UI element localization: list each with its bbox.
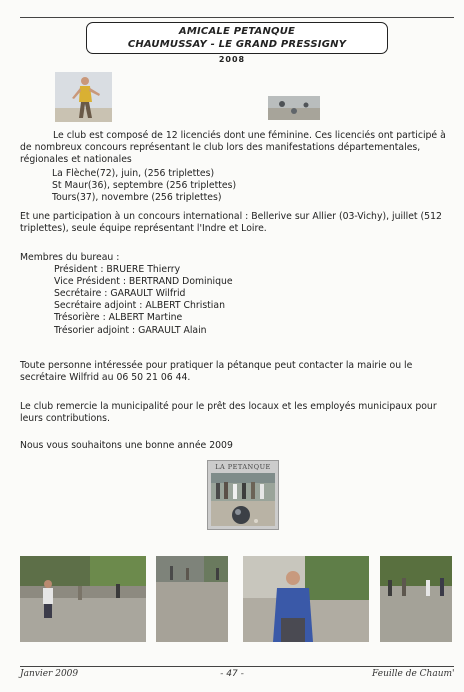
international-text: Et une participation à un concours international : Bellerive sur Allier (03-Vichy), juillet (512 triplettes), seule équipe représentant l'Indre et Loire.: [20, 211, 442, 235]
title-line-1: AMICALE PETANQUE: [178, 26, 296, 37]
bureau-member: Président : BRUERE Thierry: [54, 264, 181, 276]
photo-strip-4: [380, 556, 452, 642]
logo-title: LA PETANQUE: [215, 463, 271, 471]
logo-image: [208, 461, 278, 529]
year-badge: 2008: [218, 55, 246, 64]
photo-player: [55, 72, 112, 122]
international-paragraph: [20, 211, 454, 235]
bureau-section: [20, 252, 454, 337]
petanque-logo: [207, 460, 279, 530]
contest-item: St Maur(36), septembre (256 triplettes): [52, 180, 237, 192]
footer-date: Janvier 2009: [20, 669, 79, 679]
contact-text: Toute personne intéressée pour pratiquer la pétanque peut contacter la mairie ou le secrétaire Wilfrid au 06 50 21 06 44.: [20, 360, 413, 384]
header-rule: [20, 17, 454, 18]
photo-strip-3: [243, 556, 369, 642]
photo-boules: [268, 96, 320, 120]
contest-item: La Flèche(72), juin, (256 triplettes): [52, 168, 215, 179]
title-box: [86, 22, 388, 54]
photo-strip-2: [156, 556, 228, 642]
intro-paragraph: [20, 130, 454, 166]
bureau-title: Membres du bureau :: [20, 252, 120, 263]
thanks-paragraph: [20, 401, 454, 425]
bureau-member: Secrétaire : GARAULT Wilfrid: [54, 288, 186, 300]
bureau-member: Secrétaire adjoint : ALBERT Christian: [54, 300, 225, 312]
bureau-member: Vice Président : BERTRAND Dominique: [54, 276, 233, 288]
wishes-paragraph: [20, 440, 454, 452]
contact-paragraph: [20, 360, 454, 384]
footer-rule: [20, 666, 454, 667]
thanks-text: Le club remercie la municipalité pour le prêt des locaux et les employés municipaux pour leurs contributions.: [20, 401, 437, 425]
footer-publication: Feuille de Chaum': [372, 669, 455, 679]
page-number: - 47 -: [220, 669, 244, 679]
bureau-member: Trésorière : ALBERT Martine: [54, 312, 183, 324]
contest-list: [20, 168, 454, 204]
title-line-2: CHAUMUSSAY - LE GRAND PRESSIGNY: [127, 39, 347, 50]
contest-item: Tours(37), novembre (256 triplettes): [52, 192, 222, 204]
intro-text: Le club est composé de 12 licenciés dont une féminine. Ces licenciés ont participé à de nombreux concours représentant le club lors des manifestations départementales, régionales et nationales: [20, 130, 446, 166]
wishes-text: Nous vous souhaitons une bonne année 2009: [20, 440, 233, 451]
photo-strip-1: [20, 556, 146, 642]
bureau-member: Trésorier adjoint : GARAULT Alain: [54, 324, 207, 336]
